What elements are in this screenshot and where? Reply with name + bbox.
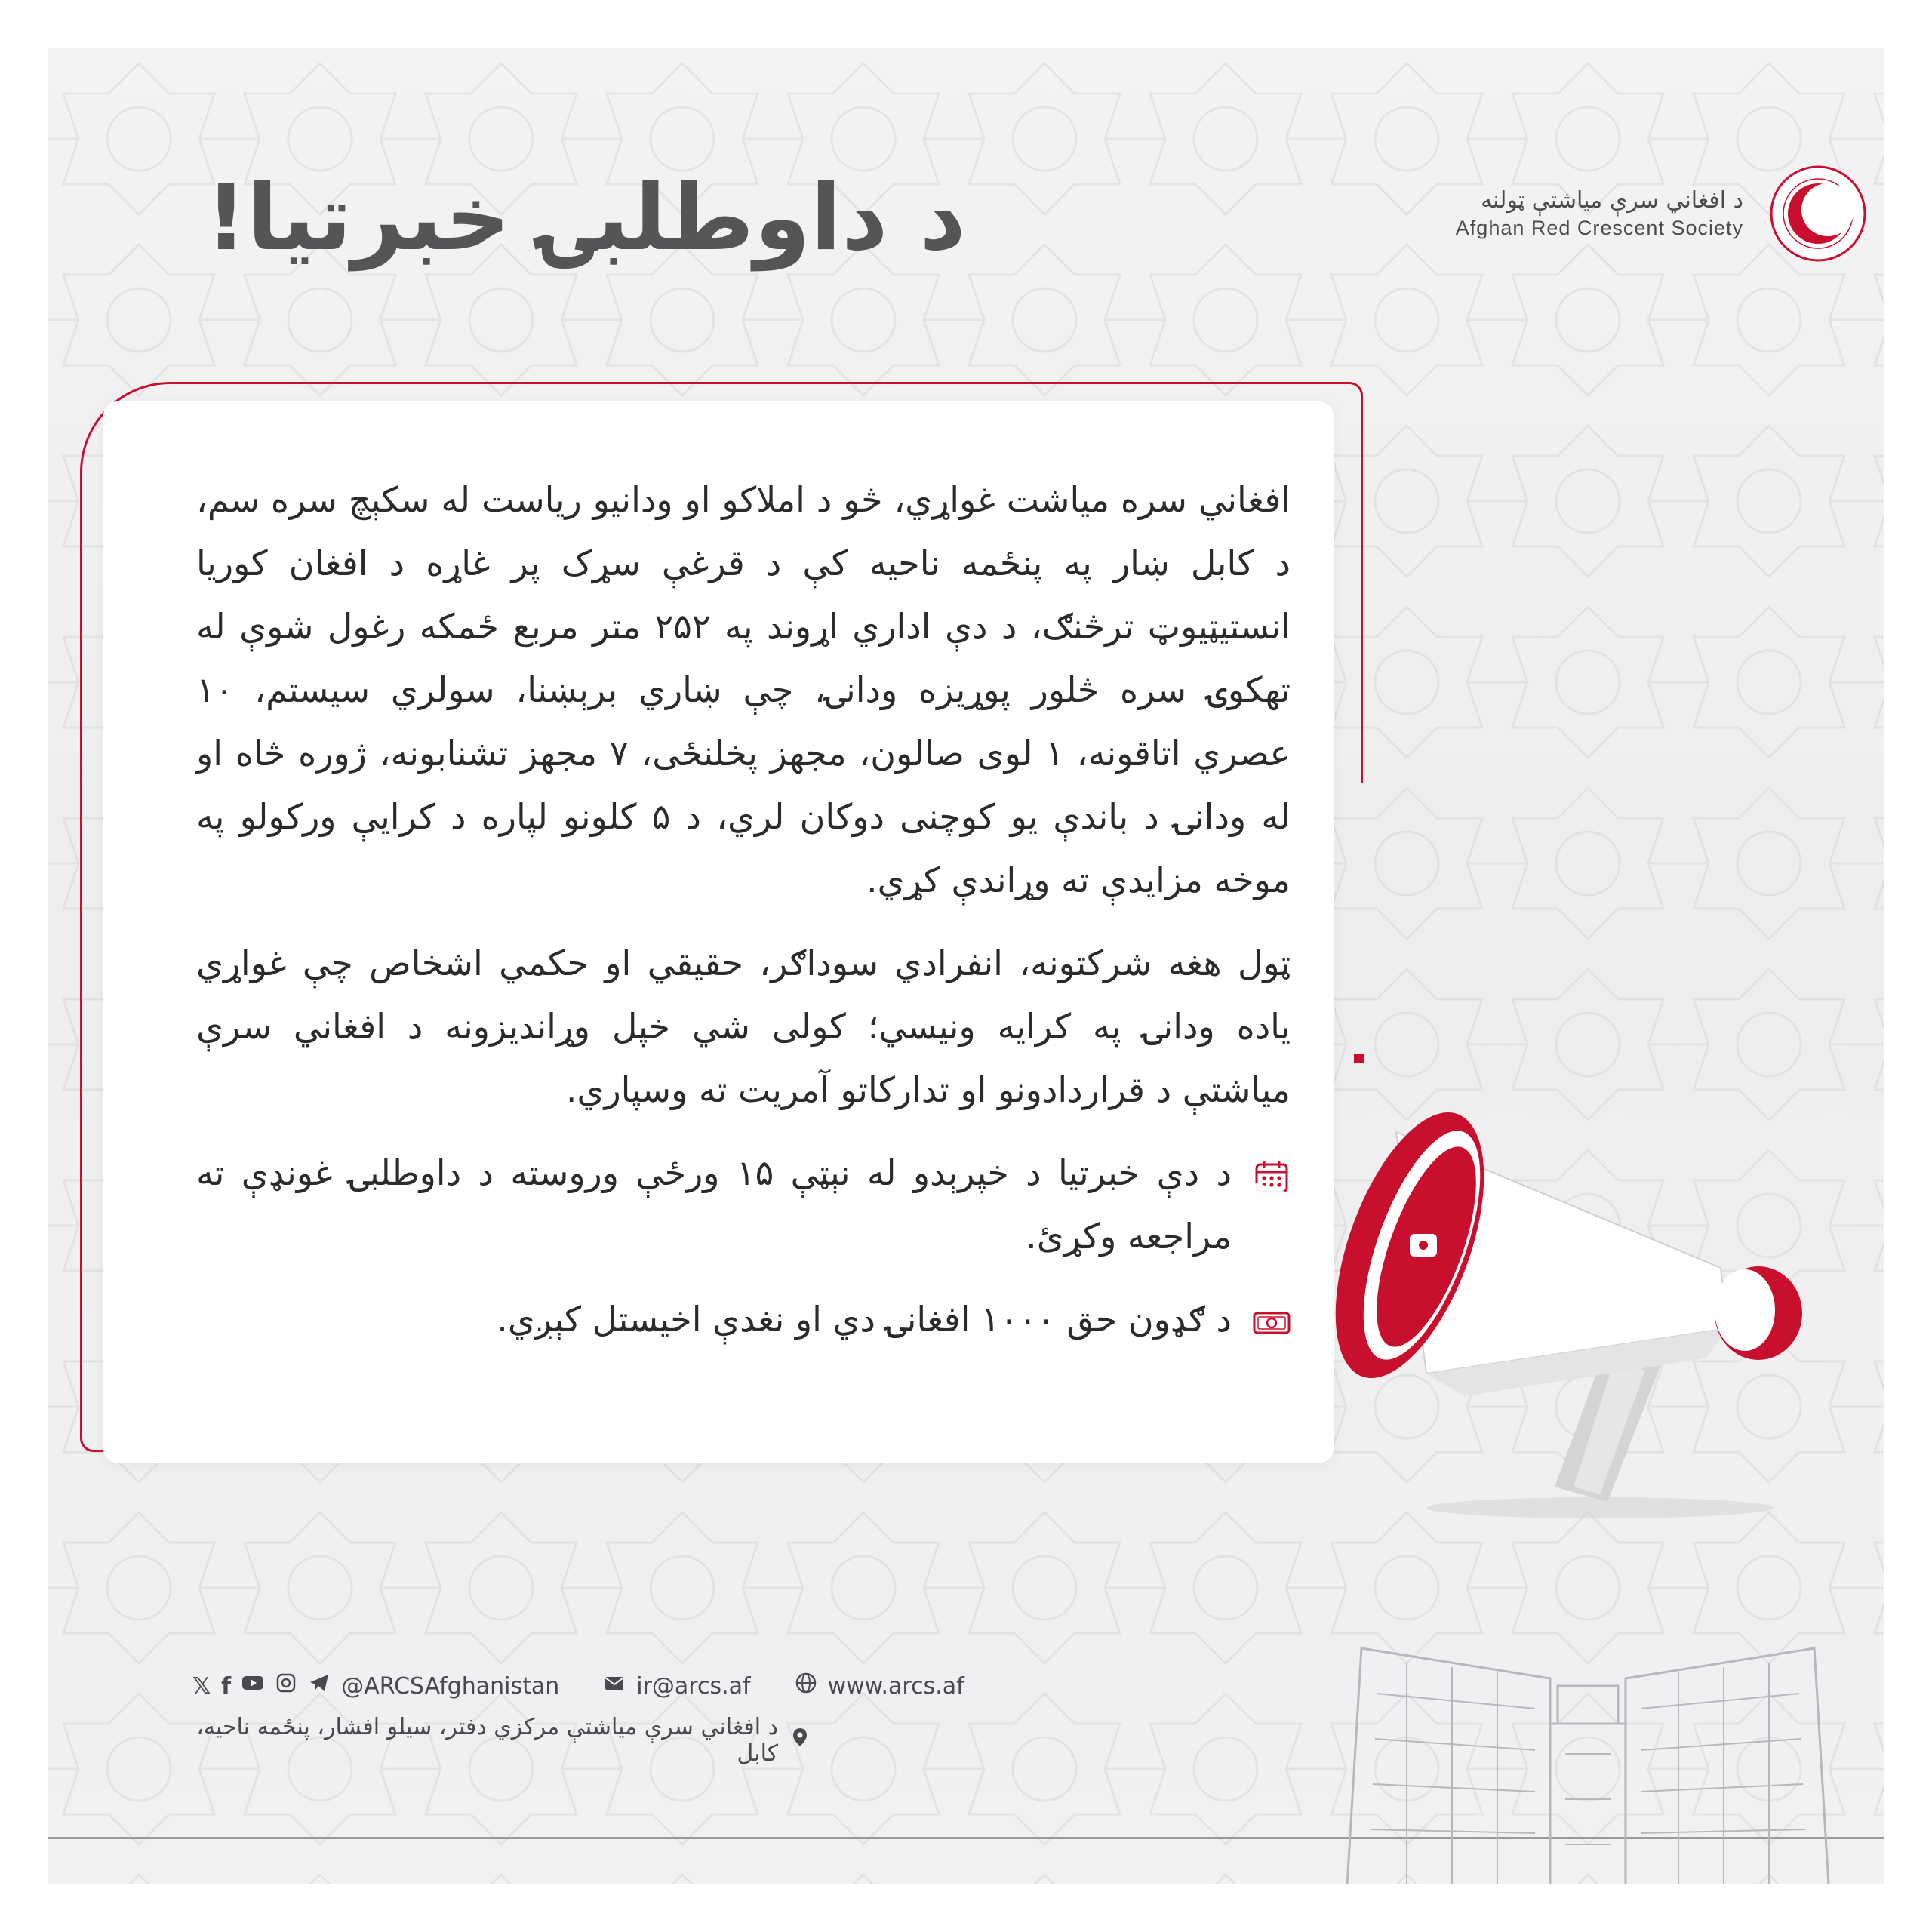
red-crescent-logo	[1769, 165, 1867, 263]
org-name-english: Afghan Red Crescent Society	[1455, 217, 1743, 239]
bullet-fee	[196, 1287, 1291, 1361]
location-pin-icon	[789, 1726, 811, 1755]
social-handle[interactable]: @ARCSAfghanistan	[341, 1672, 560, 1700]
footer-contacts	[192, 1672, 964, 1700]
org-name-block	[1456, 187, 1743, 240]
website-link[interactable]: www.arcs.af	[827, 1672, 964, 1700]
telegram-icon[interactable]	[308, 1672, 331, 1700]
instagram-icon[interactable]	[275, 1672, 297, 1700]
address-text: د افغاني سرې میاشتې مرکزي دفتر، سیلو افشار، پنځمه ناحیه، کابل	[196, 1714, 778, 1767]
building-illustration	[1331, 1603, 1844, 1884]
paragraph-bidders: ټول هغه شرکتونه، انفرادي سوداګر، حقیقي او حکمي اشخاص چې غواړي یاده ودانۍ په کرایه ونیسي؛ کولی شي خپل وړاندیزونه د افغاني سرې میاشتې د قراردادونو او تدارکاتو آمریت ته وسپاري.	[196, 943, 1291, 1110]
page-title: د داوطلبۍ خبرتیا!	[205, 166, 966, 271]
email-link[interactable]: ir@arcs.af	[636, 1672, 751, 1700]
email-icon	[603, 1672, 626, 1700]
youtube-icon[interactable]	[242, 1672, 264, 1700]
bullet-date	[196, 1141, 1291, 1268]
footer	[192, 1672, 964, 1767]
bullet-date-text: د دې خبرتیا د خپرېدو له نېټې ۱۵ ورځې وروسته د داوطلبۍ غونډې ته مراجعه وکړئ.	[196, 1152, 1232, 1257]
footer-address-row	[192, 1714, 811, 1767]
announcement-body	[196, 468, 1291, 1381]
bullet-fee-text: د ګډون حق ۱۰۰۰ افغانۍ دي او نغدې اخیستل کېږي.	[497, 1299, 1232, 1340]
org-name-pashto: د افغاني سرې میاشتې ټولنه	[1481, 187, 1743, 214]
x-icon[interactable]: 𝕏	[192, 1672, 211, 1700]
megaphone-illustration	[1238, 1041, 1826, 1524]
facebook-icon[interactable]: f	[221, 1672, 232, 1700]
paragraph-property-details: افغاني سره میاشت غواړي، څو د املاکو او ودانیو ریاست له سکېچ سره سم، د کابل ښار په پنځمه ناحیه کې د قرغې سړک پر غاړه د افغان کوریا انستیټیوټ ترڅنګ، د دې اداري اړوند په ۲۵۲ متر مربع ځمکه رغول شوې له تهکوۍ سره څلور پوړیزه ودانۍ، چې ښاري برېښنا، سولري سیستم، ۱۰ عصري اتاقونه، ۱ لوی صالون، مجهز پخلنځی، ۷ مجهز تشنابونه، ژوره څاه او له ودانۍ د باندې یو کوچنی دوکان لري، د ۵ کلونو لپاره د کرایې ورکولو په موخه مزایدې ته وړاندې کړي.	[196, 479, 1291, 900]
globe-icon	[795, 1672, 817, 1700]
org-brand	[1456, 165, 1867, 263]
